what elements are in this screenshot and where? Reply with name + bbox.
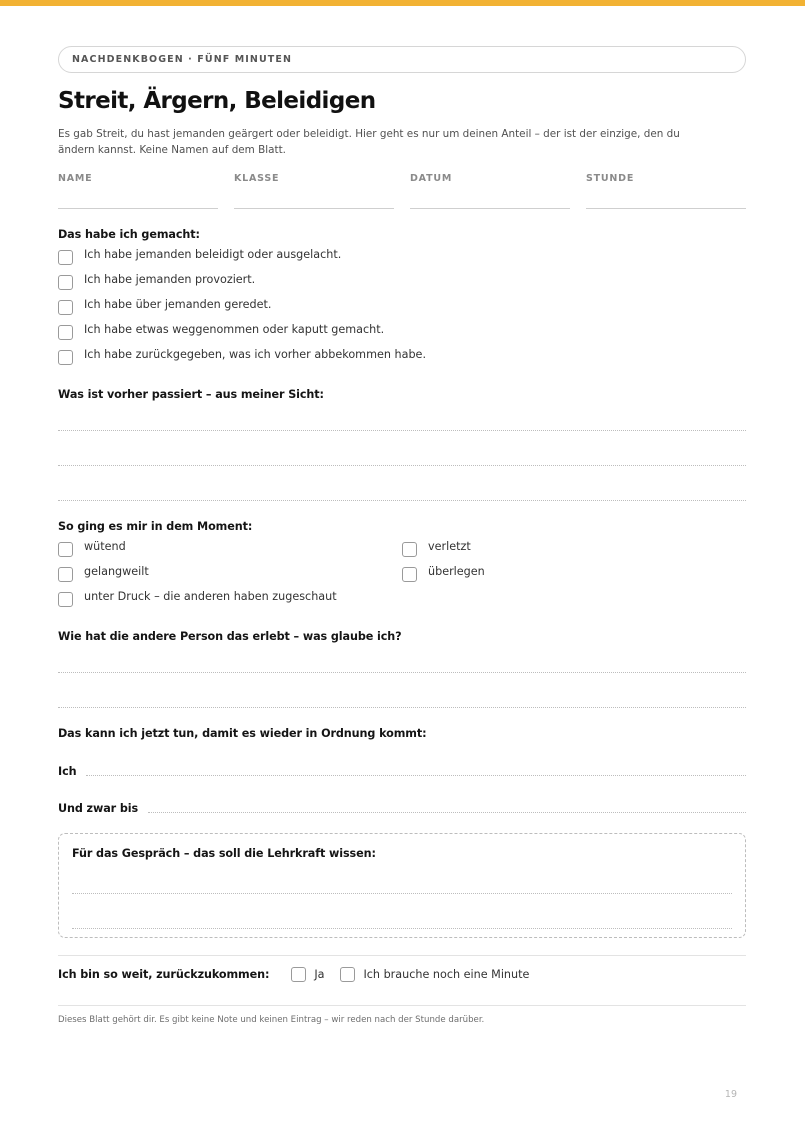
ready-minute-option[interactable]: Ich brauche noch eine Minute [340,967,529,982]
worksheet [58,46,746,1025]
footer-note: Dieses Blatt gehört dir. Es gibt keine Note und keinen Eintrag – wir reden nach der Stunde darüber. [58,1014,485,1025]
checkbox[interactable] [402,567,417,582]
answer-line[interactable] [148,812,746,813]
field-klasse[interactable]: KLASSE [234,173,394,209]
field-line[interactable] [410,208,570,209]
question-fix: Das kann ich jetzt tun, damit es wieder in Ordnung kommt: [58,726,427,740]
done-option[interactable]: Ich habe jemanden provoziert. [58,267,746,292]
done-option[interactable]: Ich habe jemanden beleidigt oder ausgelacht. [58,242,746,267]
answer-line[interactable] [72,893,732,894]
teacher-note-box [58,833,746,938]
feel-option[interactable]: verletzt [402,534,746,559]
header-fields [58,173,746,209]
kicker-pill: NACHDENKBOGEN · FÜNF MINUTEN [58,46,746,73]
question-other: Wie hat die andere Person das erlebt – was glaube ich? [58,629,402,643]
divider [58,955,746,956]
checkbox[interactable] [58,325,73,340]
field-datum[interactable]: DATUM [410,173,570,209]
ready-yes-option[interactable]: Ja [291,967,324,982]
feel-option[interactable]: gelangweilt [58,559,402,584]
checkbox[interactable] [291,967,306,982]
question-before: Was ist vorher passiert – aus meiner Sicht: [58,387,324,401]
answer-line[interactable] [58,707,746,708]
feel-option[interactable]: wütend [58,534,402,559]
fix-bis-line[interactable]: Und zwar bis [58,802,746,815]
question-feel: So ging es mir in dem Moment: [58,519,253,533]
done-options [58,242,746,367]
ready-row: Ich bin so weit, zurückzukommen: Ja Ich brauche noch eine Minute [58,967,530,981]
field-stunde[interactable]: STUNDE [586,173,746,209]
teacher-note-title: Für das Gespräch – das soll die Lehrkraft wissen: [72,846,376,860]
checkbox[interactable] [58,592,73,607]
checkbox[interactable] [58,275,73,290]
field-line[interactable] [58,208,218,209]
done-option[interactable]: Ich habe zurückgegeben, was ich vorher abbekommen habe. [58,342,746,367]
fix-ich-line[interactable]: Ich [58,765,746,778]
feel-option[interactable]: unter Druck – die anderen haben zugeschaut [58,584,402,609]
checkbox[interactable] [58,542,73,557]
page-number: 19 [724,1089,737,1100]
answer-line[interactable] [58,500,746,501]
checkbox[interactable] [58,250,73,265]
field-line[interactable] [586,208,746,209]
top-accent-bar [0,0,805,6]
intro-text: Es gab Streit, du hast jemanden geärgert oder beleidigt. Hier geht es nur um deinen Anteil – der ist der einzige, den du ändern kannst. Keine Namen auf dem Blatt. [58,127,680,156]
feel-column-left [58,534,402,609]
feel-options [58,534,746,609]
checkbox[interactable] [58,300,73,315]
field-line[interactable] [234,208,394,209]
done-option[interactable]: Ich habe über jemanden geredet. [58,292,746,317]
answer-line[interactable] [58,430,746,431]
answer-line[interactable] [86,775,746,776]
checkbox[interactable] [340,967,355,982]
field-name[interactable]: NAME [58,173,218,209]
page-title: Streit, Ärgern, Beleidigen [58,88,376,114]
checkbox[interactable] [58,350,73,365]
feel-column-right [402,534,746,609]
checkbox[interactable] [58,567,73,582]
question-done: Das habe ich gemacht: [58,227,200,241]
feel-option[interactable]: überlegen [402,559,746,584]
answer-line[interactable] [72,928,732,929]
done-option[interactable]: Ich habe etwas weggenommen oder kaputt gemacht. [58,317,746,342]
divider [58,1005,746,1006]
answer-line[interactable] [58,465,746,466]
answer-line[interactable] [58,672,746,673]
checkbox[interactable] [402,542,417,557]
